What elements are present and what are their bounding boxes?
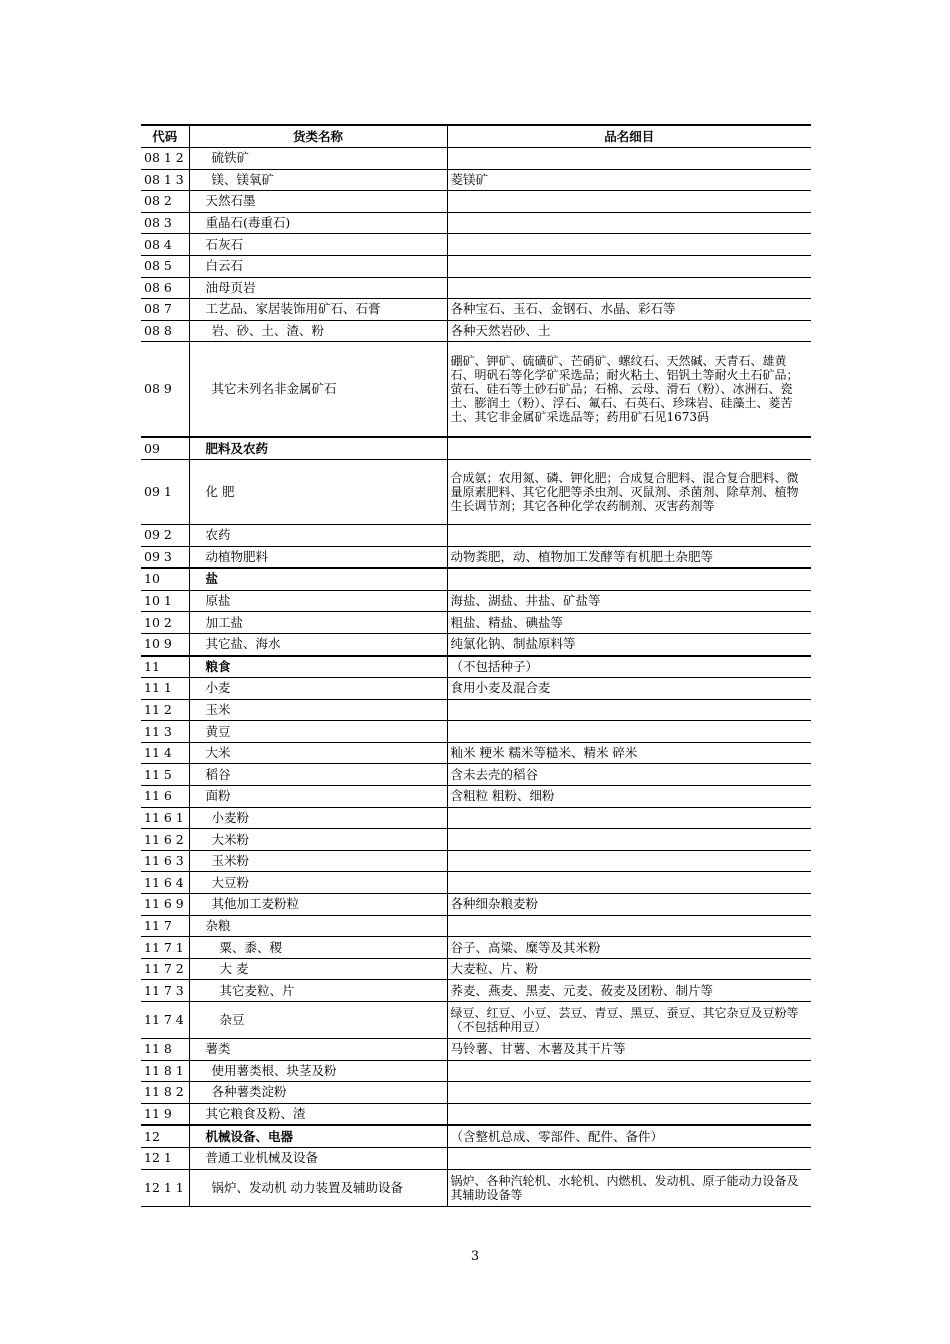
row-item-details: 锅炉、各种汽轮机、水轮机、内燃机、发动机、原子能动力设备及其辅助设备等 <box>447 1169 811 1206</box>
row-category-name: 粟、黍、稷 <box>189 937 447 959</box>
row-category-name: 机械设备、电器 <box>189 1125 447 1147</box>
row-code: 10 2 <box>141 612 189 634</box>
row-code: 08 1 3 <box>141 169 189 191</box>
row-code: 11 7 4 <box>141 1002 189 1039</box>
row-category-name: 杂粮 <box>189 915 447 937</box>
row-code: 08 9 <box>141 342 189 438</box>
row-code: 08 5 <box>141 255 189 277</box>
table-category-row <box>141 656 811 678</box>
header-category-name: 货类名称 <box>189 125 447 148</box>
row-category-name: 白云石 <box>189 255 447 277</box>
table-row <box>141 1039 811 1061</box>
row-category-name: 油母页岩 <box>189 277 447 299</box>
row-item-details: 海盐、湖盐、井盐、矿盐等 <box>447 590 811 612</box>
row-item-details <box>447 148 811 170</box>
table-row <box>141 915 811 937</box>
table-category-row <box>141 568 811 590</box>
row-code: 08 8 <box>141 320 189 342</box>
row-item-details: （含整机总成、零部件、配件、备件） <box>447 1125 811 1147</box>
row-category-name: 其它粮食及粉、渣 <box>189 1103 447 1125</box>
row-category-name: 石灰石 <box>189 234 447 256</box>
row-item-details: 食用小麦及混合麦 <box>447 678 811 700</box>
row-item-details <box>447 699 811 721</box>
table-row <box>141 633 811 655</box>
row-category-name: 稻谷 <box>189 764 447 786</box>
row-category-name: 其它盐、海水 <box>189 633 447 655</box>
table-row <box>141 829 811 851</box>
table-row <box>141 320 811 342</box>
table-category-row <box>141 437 811 459</box>
row-category-name: 镁、镁氧矿 <box>189 169 447 191</box>
row-item-details <box>447 568 811 590</box>
table-row <box>141 234 811 256</box>
row-code: 11 8 <box>141 1039 189 1061</box>
row-code: 11 6 4 <box>141 872 189 894</box>
row-code: 11 9 <box>141 1103 189 1125</box>
table-row <box>141 299 811 321</box>
table-row <box>141 958 811 980</box>
row-item-details: 籼米 粳米 糯米等糙米、精米 碎米 <box>447 742 811 764</box>
table-row <box>141 255 811 277</box>
row-item-details: 动物粪肥，动、植物加工发酵等有机肥土杂肥等 <box>447 546 811 568</box>
table-row <box>141 807 811 829</box>
table-row <box>141 212 811 234</box>
row-code: 08 6 <box>141 277 189 299</box>
row-item-details: 各种天然岩砂、土 <box>447 320 811 342</box>
row-category-name: 大米 <box>189 742 447 764</box>
row-item-details <box>447 1147 811 1169</box>
row-code: 11 7 <box>141 915 189 937</box>
header-code: 代码 <box>141 125 189 148</box>
table-row <box>141 872 811 894</box>
row-code: 11 7 2 <box>141 958 189 980</box>
row-item-details: 菱镁矿 <box>447 169 811 191</box>
table-row <box>141 612 811 634</box>
row-category-name: 工艺品、家居装饰用矿石、石膏 <box>189 299 447 321</box>
row-item-details <box>447 1103 811 1125</box>
row-category-name: 使用薯类根、块茎及粉 <box>189 1060 447 1082</box>
row-category-name: 其它未列名非金属矿石 <box>189 342 447 438</box>
row-item-details: 硼矿、钾矿、硫磺矿、芒硝矿、螺纹石、天然碱、天青石、雄黄石、明矾石等化学矿采选品；耐火粘土、铝钒土等耐火土石矿品；萤石、硅石等土砂石矿品；石棉、云母、滑石（粉）、冰洲石、瓷土、膨润土（粉）、浮石、氟石、石英石、珍珠岩、硅藻土、菱苦土、其它非金属矿采选品等；药用矿石见1673码 <box>447 342 811 438</box>
row-category-name: 各种薯类淀粉 <box>189 1082 447 1104</box>
row-category-name: 岩、砂、土、渣、粉 <box>189 320 447 342</box>
row-item-details: 含粗粒 粗粉、细粉 <box>447 786 811 808</box>
row-code: 09 3 <box>141 546 189 568</box>
table-row <box>141 786 811 808</box>
row-category-name: 大米粉 <box>189 829 447 851</box>
row-category-name: 玉米粉 <box>189 850 447 872</box>
row-category-name: 化 肥 <box>189 459 447 524</box>
row-item-details <box>447 1082 811 1104</box>
table-row <box>141 1103 811 1125</box>
row-item-details: 谷子、高粱、糜等及其米粉 <box>447 937 811 959</box>
table-row <box>141 1060 811 1082</box>
table-row <box>141 699 811 721</box>
row-category-name: 黄豆 <box>189 721 447 743</box>
row-item-details: 绿豆、红豆、小豆、芸豆、青豆、黑豆、蚕豆、其它杂豆及豆粉等（不包括种用豆） <box>447 1002 811 1039</box>
row-category-name: 其他加工麦粉粒 <box>189 894 447 916</box>
row-category-name: 重晶石(毒重石) <box>189 212 447 234</box>
row-category-name: 锅炉、发动机 动力装置及辅助设备 <box>189 1169 447 1206</box>
row-code: 12 1 1 <box>141 1169 189 1206</box>
row-category-name: 普通工业机械及设备 <box>189 1147 447 1169</box>
table-row <box>141 678 811 700</box>
row-category-name: 薯类 <box>189 1039 447 1061</box>
row-item-details <box>447 437 811 459</box>
row-category-name: 大豆粉 <box>189 872 447 894</box>
row-item-details <box>447 721 811 743</box>
row-category-name: 原盐 <box>189 590 447 612</box>
row-item-details <box>447 524 811 546</box>
row-code: 12 <box>141 1125 189 1147</box>
row-item-details: 大麦粒、片、粉 <box>447 958 811 980</box>
row-item-details <box>447 915 811 937</box>
row-category-name: 肥料及农药 <box>189 437 447 459</box>
row-code: 08 1 2 <box>141 148 189 170</box>
row-item-details <box>447 872 811 894</box>
row-code: 11 7 3 <box>141 980 189 1002</box>
row-category-name: 小麦粉 <box>189 807 447 829</box>
row-item-details <box>447 212 811 234</box>
table-row <box>141 1082 811 1104</box>
table-row <box>141 277 811 299</box>
row-item-details <box>447 234 811 256</box>
row-code: 10 9 <box>141 633 189 655</box>
commodity-table-container <box>141 124 811 1207</box>
row-category-name: 农药 <box>189 524 447 546</box>
table-row <box>141 742 811 764</box>
row-item-details <box>447 255 811 277</box>
row-item-details: 马铃薯、甘薯、木薯及其干片等 <box>447 1039 811 1061</box>
table-row <box>141 980 811 1002</box>
row-code: 08 7 <box>141 299 189 321</box>
row-item-details: 纯氯化钠、制盐原料等 <box>447 633 811 655</box>
table-row <box>141 937 811 959</box>
row-category-name: 天然石墨 <box>189 191 447 213</box>
row-code: 11 7 1 <box>141 937 189 959</box>
row-code: 11 6 2 <box>141 829 189 851</box>
row-code: 10 <box>141 568 189 590</box>
row-code: 08 4 <box>141 234 189 256</box>
row-category-name: 动植物肥料 <box>189 546 447 568</box>
row-item-details: 各种宝石、玉石、金钢石、水晶、彩石等 <box>447 299 811 321</box>
row-category-name: 其它麦粒、片 <box>189 980 447 1002</box>
row-code: 11 4 <box>141 742 189 764</box>
table-row <box>141 1169 811 1206</box>
table-row <box>141 1147 811 1169</box>
table-row <box>141 546 811 568</box>
row-code: 10 1 <box>141 590 189 612</box>
table-row <box>141 459 811 524</box>
table-row <box>141 191 811 213</box>
table-row <box>141 894 811 916</box>
row-code: 08 2 <box>141 191 189 213</box>
row-item-details: 合成氨；农用氮、磷、钾化肥；合成复合肥料、混合复合肥料、微量原素肥料、其它化肥等杀虫剂、灭鼠剂、杀菌剂、除草剂、植物生长调节剂；其它各种化学农药制剂、灭害药剂等 <box>447 459 811 524</box>
table-row <box>141 524 811 546</box>
row-code: 11 2 <box>141 699 189 721</box>
table-row <box>141 764 811 786</box>
row-code: 11 1 <box>141 678 189 700</box>
row-code: 11 <box>141 656 189 678</box>
row-code: 09 2 <box>141 524 189 546</box>
row-code: 08 3 <box>141 212 189 234</box>
row-item-details <box>447 191 811 213</box>
row-code: 11 6 1 <box>141 807 189 829</box>
row-item-details: 荞麦、燕麦、黑麦、元麦、莜麦及团粉、制片等 <box>447 980 811 1002</box>
row-item-details <box>447 829 811 851</box>
row-code: 11 8 1 <box>141 1060 189 1082</box>
row-category-name: 粮食 <box>189 656 447 678</box>
row-category-name: 大 麦 <box>189 958 447 980</box>
table-body <box>141 148 811 1207</box>
table-category-row <box>141 1125 811 1147</box>
row-code: 09 1 <box>141 459 189 524</box>
row-category-name: 小麦 <box>189 678 447 700</box>
header-item-details: 品名细目 <box>447 125 811 148</box>
page-number: 3 <box>470 1249 480 1264</box>
row-category-name: 面粉 <box>189 786 447 808</box>
row-code: 11 3 <box>141 721 189 743</box>
row-code: 11 8 2 <box>141 1082 189 1104</box>
table-row <box>141 1002 811 1039</box>
row-code: 09 <box>141 437 189 459</box>
table-header-row <box>141 125 811 148</box>
row-category-name: 硫铁矿 <box>189 148 447 170</box>
row-item-details: 粗盐、精盐、碘盐等 <box>447 612 811 634</box>
row-code: 11 6 <box>141 786 189 808</box>
row-code: 11 5 <box>141 764 189 786</box>
row-item-details <box>447 277 811 299</box>
table-row <box>141 148 811 170</box>
commodity-classification-table <box>141 124 811 1207</box>
row-item-details <box>447 850 811 872</box>
row-category-name: 盐 <box>189 568 447 590</box>
table-row <box>141 721 811 743</box>
table-row <box>141 850 811 872</box>
row-item-details <box>447 807 811 829</box>
row-category-name: 加工盐 <box>189 612 447 634</box>
row-item-details: （不包括种子） <box>447 656 811 678</box>
row-item-details: 各种细杂粮麦粉 <box>447 894 811 916</box>
row-code: 11 6 3 <box>141 850 189 872</box>
table-row <box>141 590 811 612</box>
row-category-name: 杂豆 <box>189 1002 447 1039</box>
row-code: 12 1 <box>141 1147 189 1169</box>
row-category-name: 玉米 <box>189 699 447 721</box>
row-code: 11 6 9 <box>141 894 189 916</box>
row-item-details <box>447 1060 811 1082</box>
row-item-details: 含未去壳的稻谷 <box>447 764 811 786</box>
table-row <box>141 169 811 191</box>
table-row <box>141 342 811 438</box>
